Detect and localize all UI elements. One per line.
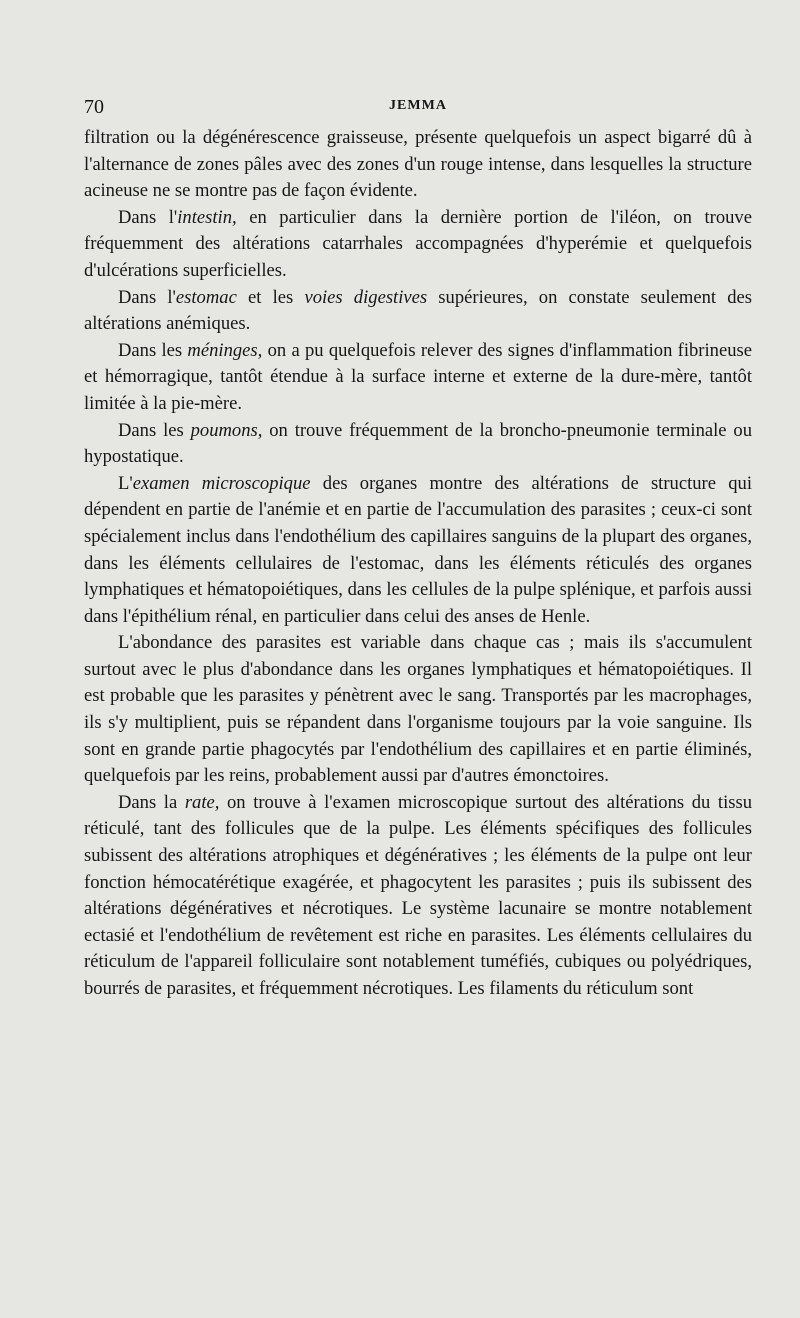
term-meninges: méninges, [187,339,263,361]
paragraph-poumons: Dans les poumons, on trouve fréquemment de la broncho-pneumonie terminale ou hypostatique. [84,419,752,468]
term-estomac: estomac [175,286,237,308]
paragraph-examen-microscopique: L'examen microscopique des organes montre des altérations de structure qui dépendent en partie de l'anémie et en partie de l'accumulation des parasites ; ceux-ci sont spécialement inclus dans l'endothélium des capillaires sanguins de la plupart des organes, dans les éléments cellulaires de l'estomac, dans les éléments réticulés des organes lymphatiques et hématopoiétiques, dans les cellules de la pulpe splénique, et parfois aussi dans l'épithélium rénal, en particulier dans celui des anses de Henle. [84,472,752,627]
body-text [84,125,752,1003]
term-poumons: poumons, [190,419,263,441]
paragraph-meninges: Dans les méninges, on a pu quelquefois relever des signes d'inflammation fibrineuse et hémorragique, tantôt étendue à la surface interne et externe de la dure-mère, tantôt limitée à la pie-mère. [84,339,752,414]
paragraph-abondance: L'abondance des parasites est variable dans chaque cas ; mais ils s'accumulent surtout avec le plus d'abondance dans les organes lymphatiques et hématopoiétiques. Il est probable que les parasites y pénètrent avec le sang. Transportés par les macrophages, ils s'y multiplient, puis se répandent dans l'organisme toujours par la voie sanguine. Ils sont en grande partie phagocytés par l'endothélium des capillaires et en partie éliminés, quelquefois par les reins, probablement aussi par d'autres émonctoires. [84,632,752,787]
page-number: 70 [84,96,104,118]
paragraph-intestin: Dans l'intestin, en particulier dans la dernière portion de l'iléon, on trouve fréquemment des altérations catarrhales accompagnées d'hyperémie et quelquefois d'ulcérations superficielles. [84,206,752,281]
paragraph-estomac: Dans l'estomac et les voies digestives supérieures, on constate seulement des altérations anémiques. [84,286,752,335]
page-header [84,96,752,126]
paragraph-rate: Dans la rate, on trouve à l'examen microscopique surtout des altérations du tissu réticulé, tant des follicules que de la pulpe. Les éléments spécifiques des follicules subissent des altérations atrophiques et dégénératives ; les éléments de la pulpe ont leur fonction hémocatérétique exagérée, et phagocytent les parasites ; puis ils subissent des altérations dégénératives et nécrotiques. Le système lacunaire se montre notablement ectasié et l'endothélium de revêtement est riche en parasites. Les éléments cellulaires du réticulum de l'appareil folliculaire sont notablement tuméfiés, cubiques ou polyédriques, bourrés de parasites, et fréquemment nécrotiques. Les filaments du réticulum sont [84,791,752,999]
running-title: JEMMA [389,98,447,113]
term-intestin: intestin, [177,206,237,228]
paragraph-1: filtration ou la dégénérescence graisseuse, présente quelquefois un aspect bigarré dû à l'alternance de zones pâles avec des zones d'un rouge intense, dans lesquelles la structure acineuse ne se montre pas de façon évidente. [84,127,752,202]
term-rate: rate, [184,791,220,813]
term-examen-microscopique: examen microscopique [132,472,311,494]
term-voies-digestives: voies digestives [304,286,428,308]
